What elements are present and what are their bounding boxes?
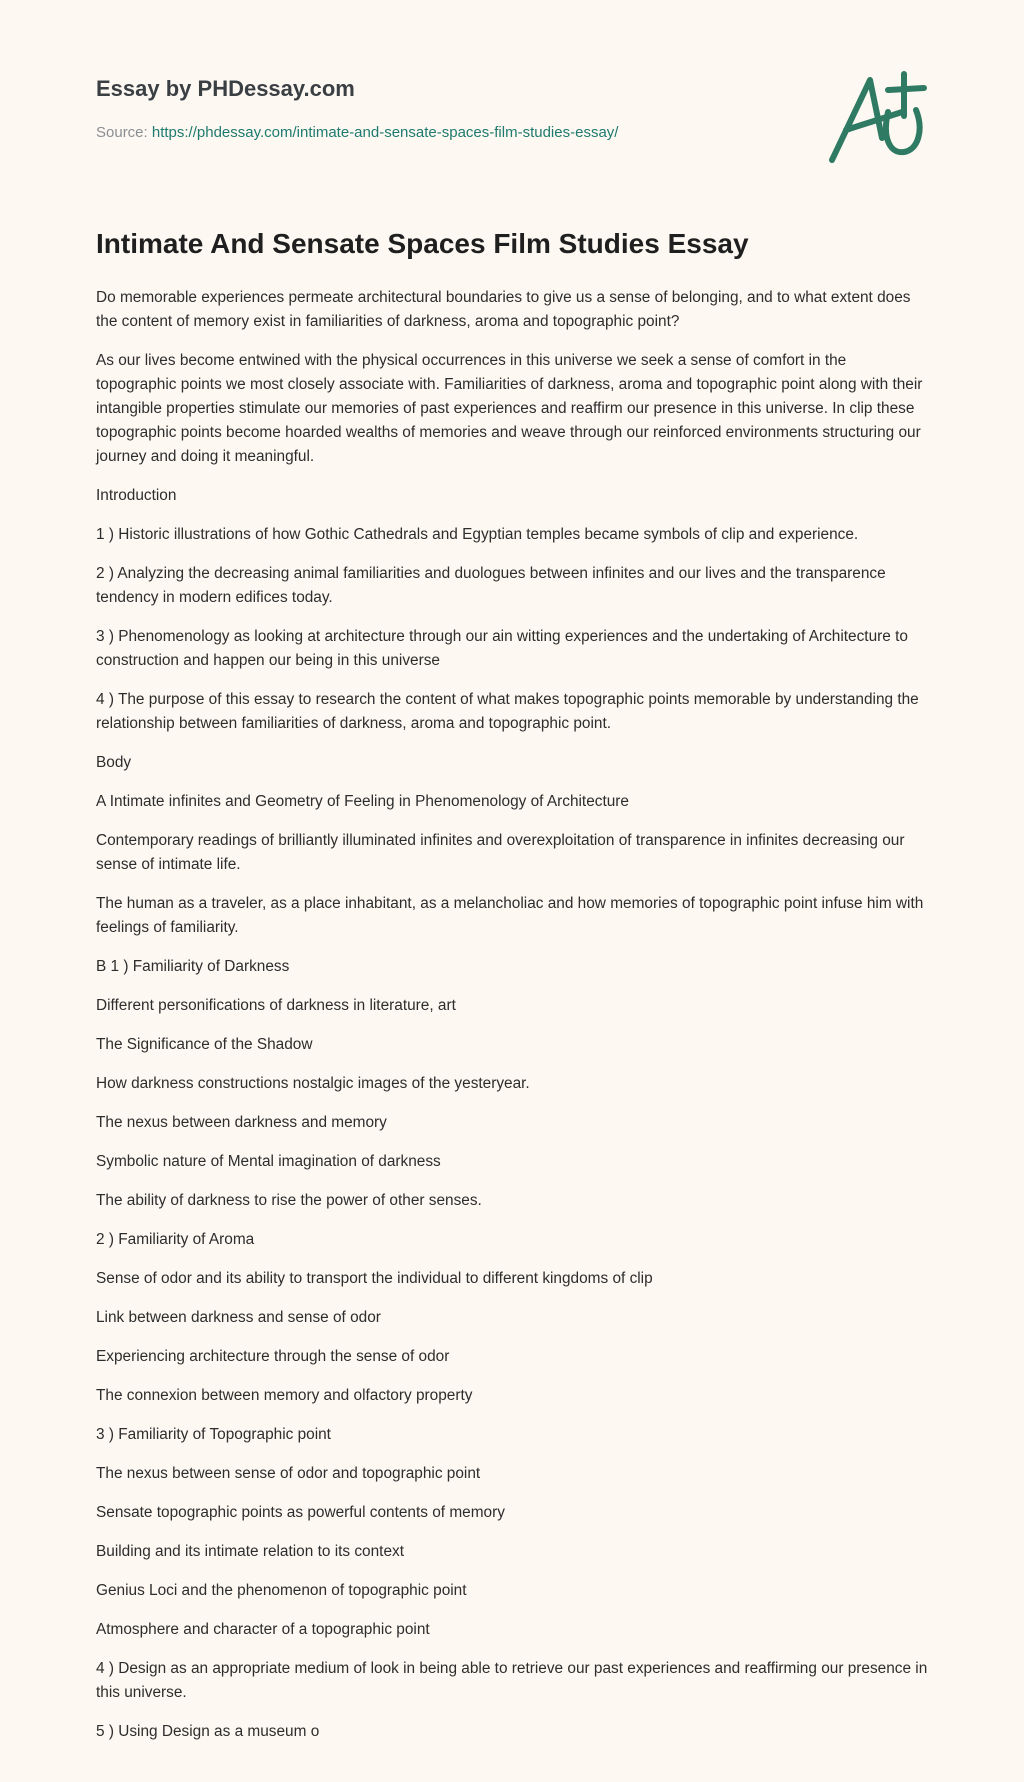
essay-paragraph: 2 ) Familiarity of Aroma bbox=[96, 1231, 255, 1248]
source-link[interactable]: https://phdessay.com/intimate-and-sensate-spaces-film-studies-essay/ bbox=[151, 124, 619, 141]
source-label: Source: bbox=[96, 124, 148, 141]
essay-paragraph: Body bbox=[96, 754, 132, 771]
essay-paragraph: Atmosphere and character of a topographic point bbox=[96, 1621, 430, 1638]
essay-paragraph: Introduction bbox=[96, 487, 177, 504]
essay-page bbox=[96, 0, 928, 1740]
essay-paragraph: A Intimate infinites and Geometry of Feeling in Phenomenology of Architecture bbox=[96, 793, 629, 810]
essay-paragraph: 3 ) Phenomenology as looking at architecture through our ain witting experiences and the undertaking of Architecture to construction and happen our being in this universe bbox=[96, 628, 908, 669]
essay-paragraph: The human as a traveler, as a place inhabitant, as a melancholiac and how memories of topographic point infuse him with feelings of familiarity. bbox=[96, 895, 924, 936]
essay-paragraph: Do memorable experiences permeate architectural boundaries to give us a sense of belonging, and to what extent does the content of memory exist in familiarities of darkness, aroma and topographic point? bbox=[96, 289, 911, 330]
essay-paragraph: Sense of odor and its ability to transport the individual to different kingdoms of clip bbox=[96, 1270, 653, 1287]
essay-paragraph: The ability of darkness to rise the power of other senses. bbox=[96, 1192, 482, 1209]
essay-body bbox=[96, 286, 928, 1759]
essay-paragraph: The connexion between memory and olfactory property bbox=[96, 1387, 473, 1404]
essay-paragraph: Experiencing architecture through the sense of odor bbox=[96, 1348, 450, 1365]
essay-paragraph: 3 ) Familiarity of Topographic point bbox=[96, 1426, 331, 1443]
essay-paragraph: The nexus between darkness and memory bbox=[96, 1114, 387, 1131]
essay-paragraph: Contemporary readings of brilliantly illuminated infinites and overexploitation of transparence in infinites decreasing our sense of intimate life. bbox=[96, 832, 905, 873]
essay-paragraph: Different personifications of darkness in literature, art bbox=[96, 997, 456, 1014]
article-title: Intimate And Sensate Spaces Film Studies Essay bbox=[96, 228, 749, 259]
a-plus-logo-icon bbox=[824, 68, 934, 168]
essay-paragraph: B 1 ) Familiarity of Darkness bbox=[96, 958, 290, 975]
essay-paragraph: Genius Loci and the phenomenon of topographic point bbox=[96, 1582, 467, 1599]
essay-paragraph: Sensate topographic points as powerful contents of memory bbox=[96, 1504, 505, 1521]
essay-paragraph: 1 ) Historic illustrations of how Gothic Cathedrals and Egyptian temples became symbols of clip and experience. bbox=[96, 526, 859, 543]
essay-paragraph: Symbolic nature of Mental imagination of darkness bbox=[96, 1153, 441, 1170]
essay-paragraph: As our lives become entwined with the physical occurrences in this universe we seek a sense of comfort in the topographic points we most closely associate with. Familiarities of darkness, aroma and topographic point along with their intangible properties stimulate our memories of past experiences and reaffirm our presence in this universe. In clip these topographic points become hoarded wealths of memories and weave through our reinforced environments structuring our journey and doing it meaningful. bbox=[96, 352, 923, 465]
essay-paragraph: Link between darkness and sense of odor bbox=[96, 1309, 381, 1326]
essay-paragraph: Building and its intimate relation to its context bbox=[96, 1543, 404, 1560]
source-line bbox=[96, 124, 618, 141]
essay-paragraph: 2 ) Analyzing the decreasing animal familiarities and duologues between infinites and our lives and the transparence tendency in modern edifices today. bbox=[96, 565, 886, 606]
essay-paragraph: The nexus between sense of odor and topographic point bbox=[96, 1465, 481, 1482]
essay-paragraph: 4 ) The purpose of this essay to research the content of what makes topographic points memorable by understanding the relationship between familiarities of darkness, aroma and topographic point. bbox=[96, 691, 919, 732]
essay-paragraph: 5 ) Using Design as a museum o bbox=[96, 1723, 320, 1740]
essay-paragraph: 4 ) Design as an appropriate medium of look in being able to retrieve our past experiences and reaffirming our presence in this universe. bbox=[96, 1660, 928, 1701]
essay-paragraph: The Significance of the Shadow bbox=[96, 1036, 313, 1053]
page-header bbox=[96, 0, 928, 200]
brand-title: Essay by PHDessay.com bbox=[96, 76, 355, 101]
essay-paragraph: How darkness constructions nostalgic images of the yesteryear. bbox=[96, 1075, 530, 1092]
